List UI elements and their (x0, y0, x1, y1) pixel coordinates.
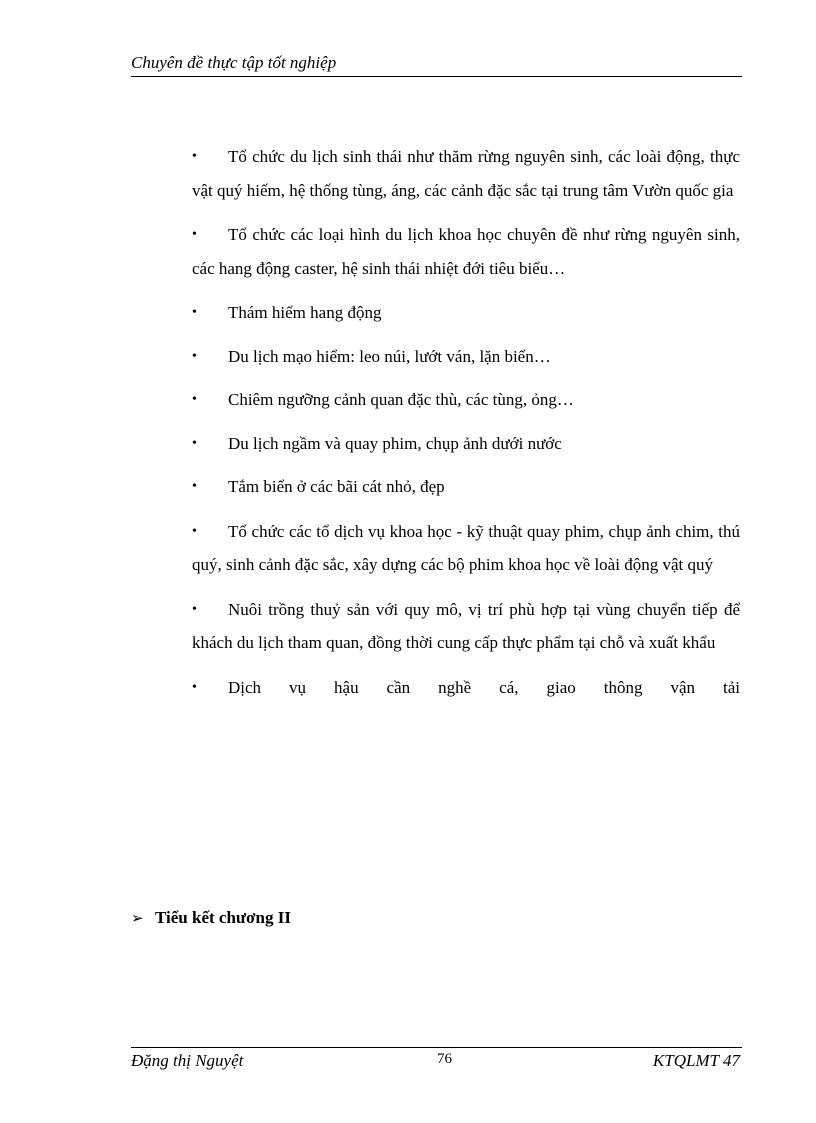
list-item-text: Tắm biển ở các bãi cát nhỏ, đẹp (228, 477, 445, 496)
list-item (192, 593, 740, 660)
list-item-text: Tổ chức các loại hình du lịch khoa học chuyên đề như rừng nguyên sinh, các hang động caster, hệ sinh thái nhiệt đới tiêu biểu… (192, 225, 740, 278)
page-number: 76 (437, 1051, 452, 1067)
list-item-text: Du lịch mạo hiểm: leo núi, lướt ván, lặn biển… (228, 346, 551, 366)
bullet-icon: • (192, 479, 197, 494)
page-header (131, 52, 742, 74)
list-item-text: Dịch vụ hậu cần nghề cá, giao thông vận tải (228, 677, 740, 697)
header-rule (131, 76, 742, 77)
bullet-list (192, 140, 740, 704)
bullet-icon: • (192, 601, 197, 617)
list-item (192, 427, 740, 461)
list-item-text: Du lịch ngầm và quay phim, chụp ảnh dưới nước (228, 433, 562, 453)
bullet-icon: • (192, 392, 197, 407)
header-title: Chuyên đề thực tập tốt nghiệp (131, 53, 337, 72)
list-item-text: Chiêm ngưỡng cảnh quan đặc thù, các tùng, ỏng… (228, 390, 574, 409)
bullet-icon: • (192, 679, 197, 695)
list-item (192, 140, 740, 207)
section-heading (131, 905, 742, 932)
bullet-icon: • (192, 149, 197, 164)
bullet-icon: • (192, 227, 197, 242)
footer-author: Đặng thị Nguyệt (131, 1051, 244, 1070)
list-item (192, 515, 740, 582)
list-item-text: Thám hiểm hang động (228, 303, 382, 322)
list-item (192, 218, 740, 285)
arrow-bullet-icon: ➢ (131, 911, 144, 927)
footer-class-code: KTQLMT 47 (652, 1051, 740, 1070)
list-item-text: Tổ chức các tổ dịch vụ khoa học - kỹ thuật quay phim, chụp ảnh chim, thú quý, sinh cảnh đặc sắc, xây dựng các bộ phim khoa học về loài động vật quý (192, 521, 740, 574)
list-item (192, 671, 740, 705)
bullet-icon: • (192, 435, 197, 451)
page-footer (131, 1048, 742, 1074)
list-item (192, 383, 740, 417)
list-item (192, 296, 740, 330)
bullet-icon: • (192, 305, 197, 320)
list-item-text: Tổ chức du lịch sinh thái như thăm rừng nguyên sinh, các loài động, thực vật quý hiếm, hệ thống tùng, áng, các cảnh đặc sắc tại trung tâm Vườn quốc gia (192, 147, 740, 200)
bullet-icon: • (192, 348, 197, 364)
list-item (192, 470, 740, 504)
bullet-icon: • (192, 523, 197, 539)
list-item (192, 340, 740, 374)
section-title: Tiểu kết chương II (155, 908, 291, 927)
list-item-text: Nuôi trồng thuỷ sản với quy mô, vị trí phù hợp tại vùng chuyển tiếp để khách du lịch tham quan, đồng thời cung cấp thực phẩm tại chỗ và xuất khẩu (192, 599, 740, 652)
